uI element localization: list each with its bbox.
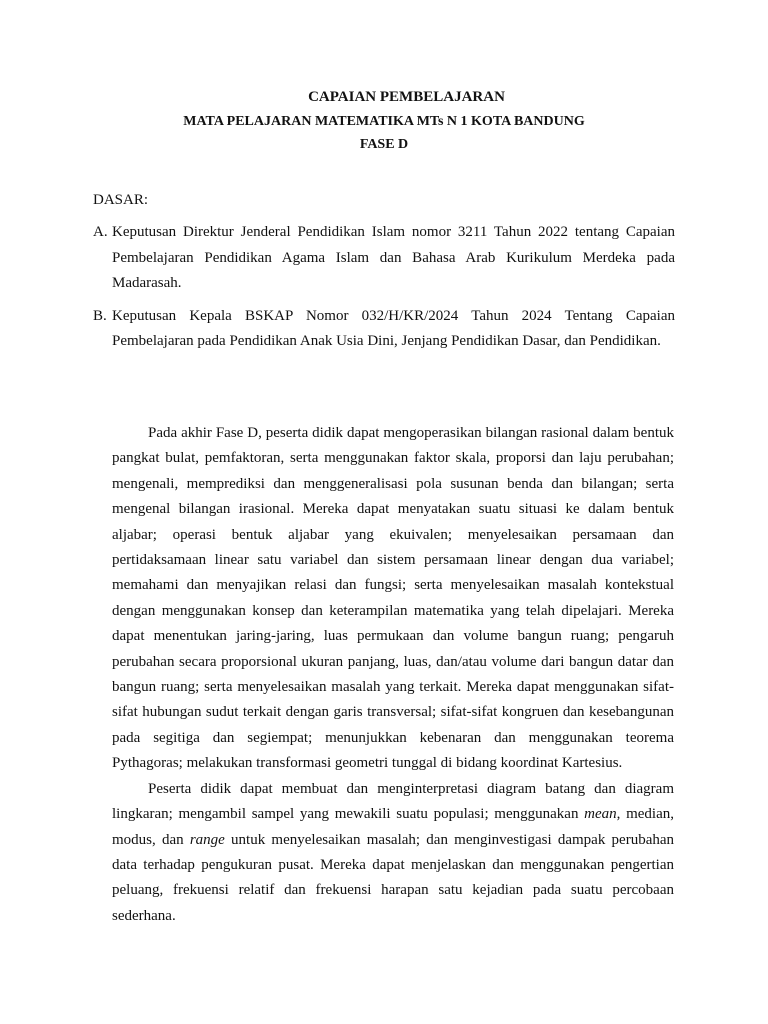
dasar-marker: A. <box>93 224 108 240</box>
paragraph-2-text: untuk menyelesaikan masalah; dan menginvestigasi dampak perubahan data terhadap pengukuran pusat. Mereka dapat menjelaskan dan menggunakan pengertian peluang, frekuensi relatif dan frekuensi harapan satu kejadian pada suatu percobaan sederhana. <box>112 831 675 924</box>
paragraph-2 <box>112 777 674 929</box>
body-text <box>112 421 674 929</box>
paragraph-2-text: , median, modus, dan <box>112 806 675 848</box>
dasar-text: Keputusan Kepala BSKAP Nomor 032/H/KR/2024 Tahun 2024 Tentang Capaian Pembelajaran pada Pendidikan Anak Usia Dini, Jenjang Pendidikan Dasar, dan Pendidikan. <box>112 307 675 349</box>
document-subtitle: MATA PELAJARAN MATEMATIKA MTs N 1 KOTA BANDUNG <box>183 113 585 129</box>
document-phase: FASE D <box>359 137 409 152</box>
title-block <box>0 86 768 157</box>
paragraph-2-text: Peserta didik dapat membuat dan menginterpretasi diagram batang dan diagram lingkaran; mengambil sampel yang mewakili suatu populasi; menggunakan <box>112 780 674 823</box>
dasar-marker: B. <box>93 307 107 324</box>
dasar-item-a <box>93 220 675 297</box>
term-range: range <box>189 831 225 848</box>
dasar-list <box>93 220 675 362</box>
dasar-item-b <box>93 304 675 355</box>
dasar-text: Keputusan Direktur Jenderal Pendidikan Islam nomor 3211 Tahun 2022 tentang Capaian Pembelajaran Pendidikan Agama Islam dan Bahasa Arab Kurikulum Merdeka pada Madarasah. <box>112 224 675 291</box>
term-mean: mean <box>584 806 617 823</box>
document-title: CAPAIAN PEMBELAJARAN <box>308 89 505 105</box>
dasar-heading: DASAR: <box>93 192 149 208</box>
paragraph-1: Pada akhir Fase D, peserta didik dapat mengoperasikan bilangan rasional dalam bentuk pangkat bulat, pemfaktoran, serta menggunakan faktor skala, proporsi dan laju perubahan; mengenali, memprediksi dan menggeneralisasi pola susunan benda dan bilangan; serta mengenal bilangan irasional. Mereka dapat menyatakan suatu situasi ke dalam bentuk aljabar; operasi bentuk aljabar yang ekuivalen; menyelesaikan persamaan dan pertidaksamaan linear satu variabel dan sistem persamaan linear dengan dua variabel; memahami dan menyajikan relasi dan fungsi; serta menyelesaikan masalah kontekstual dengan menggunakan konsep dan keterampilan matematika yang telah dipelajari. Mereka dapat menentukan jaring-jaring, luas permukaan dan volume bangun ruang; pengaruh perubahan secara proporsional ukuran panjang, luas, dan/atau volume dari bangun datar dan bangun ruang; serta menyelesaikan masalah yang terkait. Mereka dapat menggunakan sifat-sifat hubungan sudut terkait dengan garis transversal; sifat-sifat kongruen dan kesebangunan pada segitiga dan segiempat; menunjukkan kebenaran dan menggunakan teorema Pythagoras; melakukan transformasi geometri tunggal di bidang koordinat Kartesius. <box>112 425 674 772</box>
